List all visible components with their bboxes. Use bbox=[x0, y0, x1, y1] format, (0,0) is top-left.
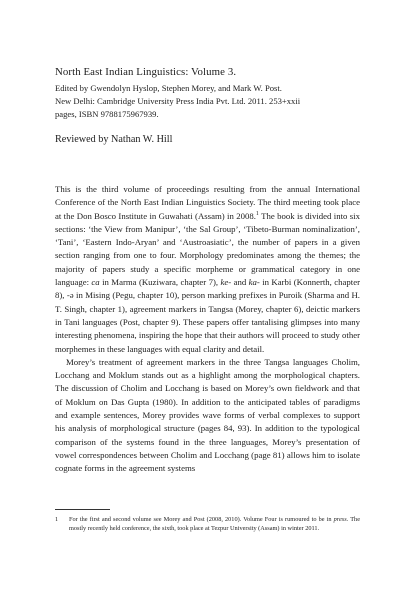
editors-line: Edited by Gwendolyn Hyslop, Stephen Morey, and Mark W. Post. bbox=[55, 83, 282, 93]
footnote-text bbox=[69, 515, 360, 533]
isbn-line: pages, ISBN 9788175967939. bbox=[55, 108, 159, 119]
text-run: This is the third volume of proceedings resulting from the annual International Conference of the North East Indian Linguistics Society. The third meeting took place at the Don Bosco Institute in Guwahati (Assam) in 2008. bbox=[55, 184, 360, 221]
footnote bbox=[55, 515, 360, 533]
review-body bbox=[55, 183, 360, 476]
footnote-divider bbox=[55, 509, 110, 510]
publisher-line: New Delhi: Cambridge University Press India Pvt. Ltd. 2011. 253+xxii bbox=[55, 95, 301, 106]
bibliographic-details bbox=[55, 82, 355, 120]
text-run: in Karbi (Konnerth, chapter 8), -ə in Mising (Pegu, chapter 10), person marking prefixes in Puroik (Sharma and H. T. Singh, chapter 1), agreement markers in Tangsa (Morey, chapter 6), deictic markers in Tani languages (Post, chapter 9). These papers offer tantalising glimpses into many interesting phenomena, inspiring the hope that their authors will proceed to study other morphemes in these languages with equal clarity and detail. bbox=[55, 277, 361, 354]
body-paragraph-1 bbox=[55, 183, 360, 356]
footnote-number: 1 bbox=[55, 516, 59, 523]
text-run: and bbox=[231, 277, 249, 288]
text-run: The book is divided into six sections: ‘the View from Manipur’, ‘the Sal Group’, ‘Tibeto-Burman nominalization’, ‘Tani’, ‘Eastern Indo-Aryan’ and ‘Austroasiatic’, the number of papers in a given section ranging from one to four. Morphology predominates among the themes; the majority of papers study a specific morpheme or grammatical category in one language: bbox=[55, 210, 360, 288]
reviewer-name: Reviewed by Nathan W. Hill bbox=[55, 134, 173, 145]
body-paragraph-2: Morey’s treatment of agreement markers in the three Tangsa languages Cholim, Locchang and Moklum stands out as a highlight among the morphological chapters. The discussion of Cholim and Locchang is based on Morey’s own fieldwork and that of Moklum on Das Gupta (1980). In addition to the anticipated tables of paradigms and example sentences, Morey provides wave forms of verbal complexes to support his analysis of morphological structure (pages 84, 93). In addition to the typological comparison of the systems found in the three languages, Morey’s presentation of vowel correspondences between Cholim and Locchang (page 81) allows him to isolate cognate forms in the agreement systems bbox=[55, 356, 360, 474]
text-run: . The mostly recently held conference, the sixth, took place at Tezpur University (Assam) in winter 2011. bbox=[69, 516, 361, 532]
text-run: For the first and second volume see Morey and Post (2008, 2010). Volume Four is rumoured to be in bbox=[69, 516, 334, 523]
footnote-marker: 1 bbox=[255, 210, 259, 217]
text-run: in Marma (Kuziwara, chapter 7), bbox=[99, 277, 221, 288]
italic-morpheme: ke- bbox=[220, 277, 232, 288]
book-title: North East Indian Linguistics: Volume 3. bbox=[55, 66, 237, 78]
italic-morpheme: ka- bbox=[248, 277, 260, 288]
italic-word: press bbox=[333, 516, 347, 523]
italic-morpheme: ca bbox=[91, 277, 100, 288]
